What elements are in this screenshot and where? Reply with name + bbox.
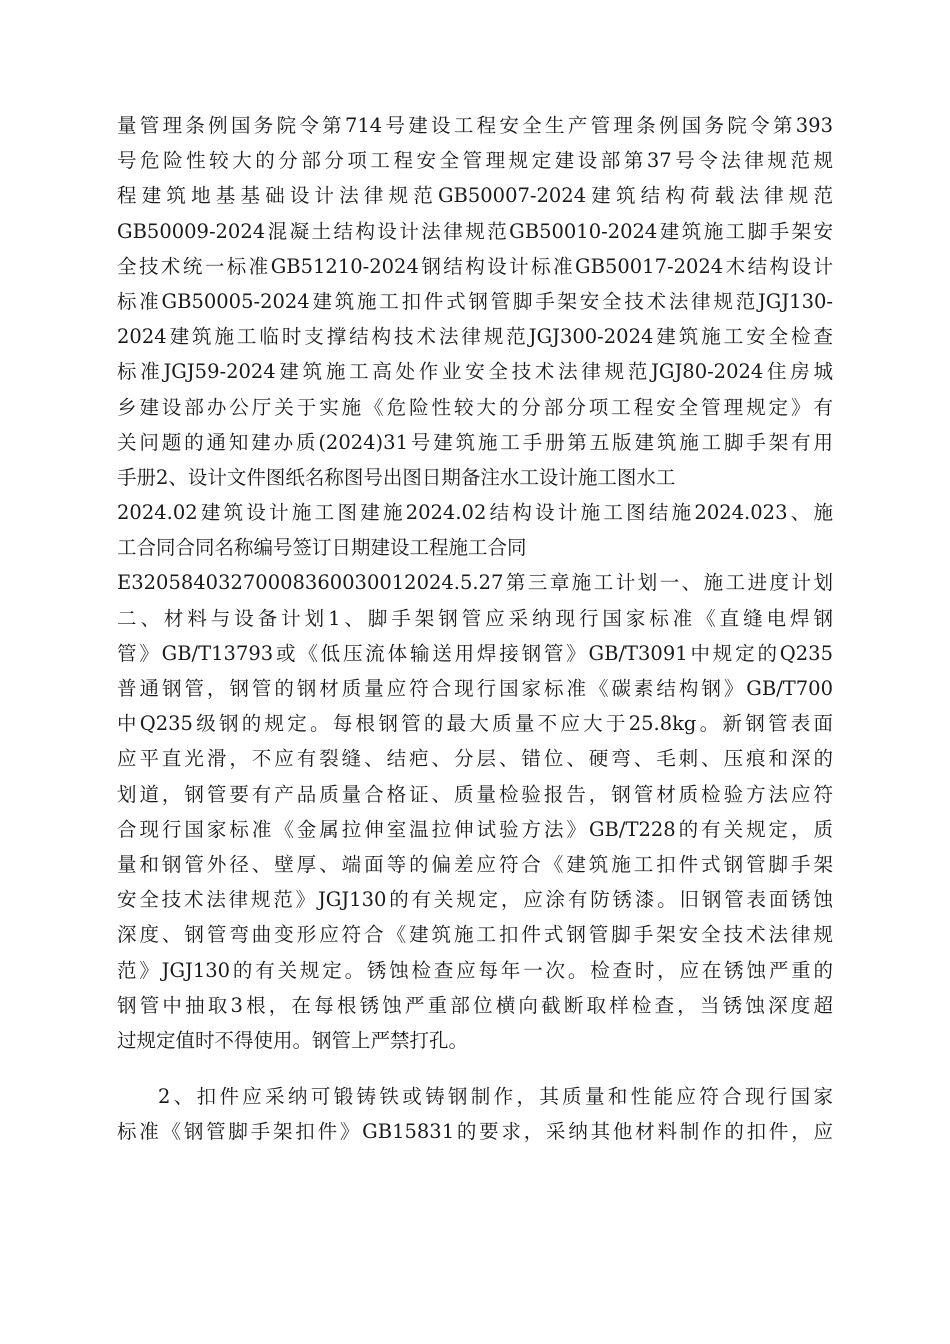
text-line: 手册2、设计文件图纸名称图号出图日期备注水工设计施工图水工: [117, 465, 676, 489]
text-line: 标准JGJ59-2024建筑施工高处作业安全技术法律规范JGJ80-2024住房城: [117, 360, 833, 384]
document-body: [117, 108, 833, 1149]
text-line: E3205840327000836003001​2024.5.27第三章施工计划一、施工进度计划: [117, 571, 833, 595]
paragraph-spacer: [117, 1058, 833, 1079]
text-line: 量管理条例国务院令第714号建设工程安全生产管理条例国务院令第393: [117, 114, 833, 137]
text-line: 管》GB/T13793或《低压流体输送用焊接钢管》GB/T3091中规定的Q235: [117, 641, 833, 665]
text-line: 2024.02建筑设计施工图建施2024.02结构设计施工图结施2024.023、施: [117, 501, 833, 525]
text-line: GB50009-2024混凝土结构设计法律规范GB50010-2024建筑施工脚手架安: [117, 219, 833, 243]
paragraph-2: [117, 1079, 833, 1149]
text-line: 普通钢管，钢管的钢材质量应符合现行国家标准《碳素结构钢》GB/T700: [117, 677, 833, 700]
text-line: 钢管中抽取3根，在每根锈蚀严重部位横向截断取样检查，当锈蚀深度超: [117, 993, 833, 1017]
text-line: 过规定值时不得使用。钢管上严禁打孔。: [117, 1028, 469, 1052]
text-line: 二、材料与设备计划1、脚手架钢管应采纳现行国家标准《直缝电焊钢: [117, 606, 833, 630]
text-line: 程建筑地基基础设计法律规范GB50007-2024建筑结构荷载法律规范: [117, 184, 833, 208]
text-line: 全技术统一标准GB51210-2024钢结构设计标准GB50017-2024木结构设计: [117, 254, 833, 278]
text-line: 乡建设部办公厅关于实施《危险性较大的分部分项工程安全管理规定》有: [117, 395, 833, 419]
text-line: 划道，钢管要有产品质量合格证、质量检验报告，钢管材质检验方法应符: [117, 782, 833, 806]
text-line: 范》JGJ130的有关规定。锈蚀检查应每年一次。检查时，应在锈蚀严重的: [117, 958, 833, 982]
text-line: 2、扣件应采纳可锻铸铁或铸钢制作，其质量和性能应符合现行国家: [158, 1085, 833, 1109]
text-line: 中Q235级钢的规定。每根钢管的最大质量不应大于25.8kg。新钢管表面: [117, 712, 833, 736]
text-line: 2024建筑施工临时支撑结构技术法律规范JGJ300-2024建筑施工安全检查: [117, 325, 833, 349]
text-line: 工合同合同名称编号签订日期建设工程施工合同: [117, 536, 527, 560]
text-line: 安全技术法律规范》JGJ130的有关规定，应涂有防锈漆。旧钢管表面锈蚀: [117, 888, 833, 912]
paragraph-1: [117, 108, 833, 1058]
text-line: 量和钢管外径、壁厚、端面等的偏差应符合《建筑施工扣件式钢管脚手架: [117, 852, 833, 876]
text-line: 标准GB50005-2024建筑施工扣件式钢管脚手架安全技术法律规范JGJ130-: [117, 289, 833, 313]
text-line: 应平直光滑，不应有裂缝、结疤、分层、错位、硬弯、毛刺、压痕和深的: [117, 747, 833, 771]
text-line: 关问题的通知建办质(2024)31号建筑施工手册第五版建筑施工脚手架有用: [117, 430, 833, 454]
text-line: 深度、钢管弯曲变形应符合《建筑施工扣件式钢管脚手架安全技术法律规: [117, 923, 833, 947]
text-line: 号危险性较大的分部分项工程安全管理规定建设部第37号令法律规范规: [117, 149, 833, 173]
text-line: 标准《钢管脚手架扣件》GB15831的要求，采纳其他材料制作的扣件，应: [117, 1120, 833, 1144]
text-line: 合现行国家标准《金属拉伸室温拉伸试验方法》GB/T228的有关规定，质: [117, 817, 833, 841]
